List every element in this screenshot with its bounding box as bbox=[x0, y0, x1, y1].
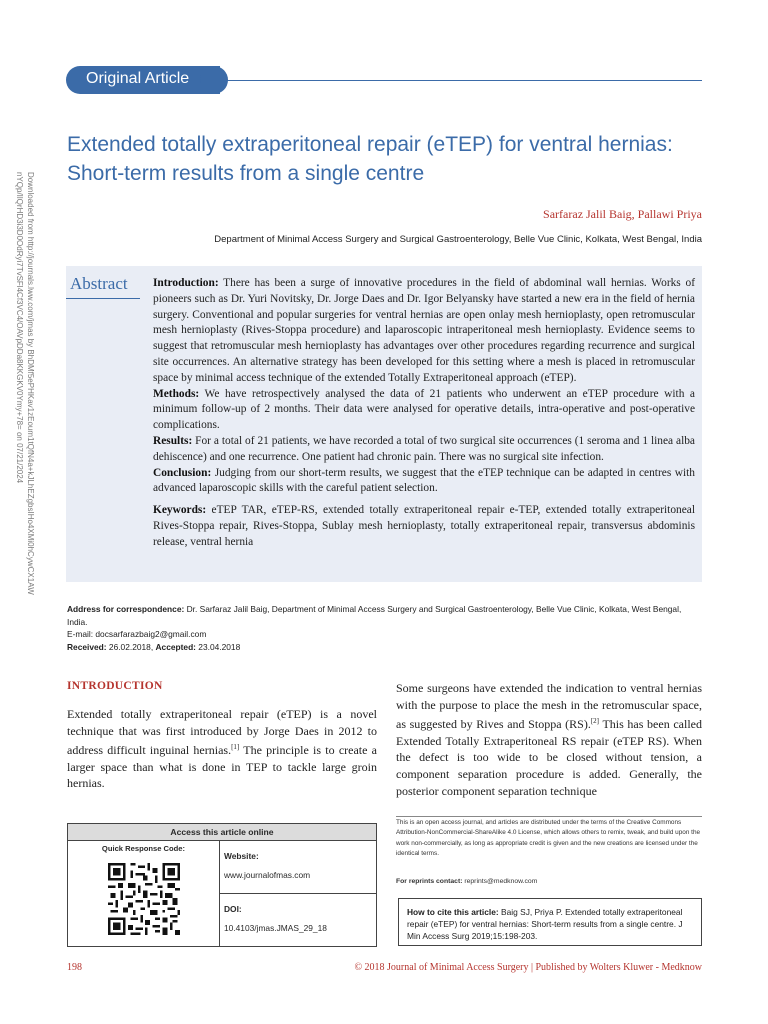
citation-box bbox=[398, 898, 702, 946]
introduction-paragraph-2 bbox=[396, 680, 702, 799]
keywords-label: Keywords: bbox=[153, 504, 207, 517]
header-rule bbox=[222, 80, 702, 81]
abstract-methods-text: We have retrospectively analysed the data of 21 patients who underwent an eTEP procedure with a minimum follow-up of 2 months. Their data were analysed for operative details, intra-operative and post-operative complications. bbox=[153, 387, 695, 432]
side-download-note bbox=[14, 172, 38, 642]
intro-text-c: Some surgeons have extended the indication to ventral hernias with the purpose to place the mesh in the retromuscular space, as suggested by Rives and Stoppa (RS). bbox=[396, 681, 702, 732]
introduction-paragraph-1 bbox=[67, 706, 377, 792]
abstract-conclusion-text: Judging from our short-term results, we suggest that the eTEP technique can be adapted in centres with advanced laparoscopic skills with the careful patient selection. bbox=[153, 466, 695, 495]
accepted-value: 23.04.2018 bbox=[195, 641, 241, 652]
received-value: 26.02.2018, bbox=[106, 641, 156, 652]
correspondence-email[interactable]: E-mail: docsarfarazbaig2@gmail.com bbox=[67, 629, 207, 639]
abstract-results-label: Results: bbox=[153, 434, 193, 447]
reprints-contact bbox=[396, 878, 537, 885]
intro-text-b: The principle is to create a larger space than what is done in TEP to tackle large groin hernias. bbox=[67, 743, 378, 791]
introduction-heading: INTRODUCTION bbox=[67, 680, 163, 692]
reference-2[interactable]: [2] bbox=[590, 717, 600, 726]
doi-cell bbox=[220, 894, 376, 946]
website-label: Website: bbox=[224, 851, 259, 861]
correspondence-address bbox=[67, 603, 703, 628]
abstract-methods bbox=[153, 387, 695, 434]
abstract-conclusion bbox=[153, 466, 695, 498]
reprints-label: For reprints contact: bbox=[396, 878, 463, 885]
qr-cell bbox=[68, 841, 220, 946]
abstract-results bbox=[153, 434, 695, 466]
intro-text-d: This has been called Extended Totally Extraperitoneal RS repair (eTEP RS). When the defect is too wide to be closed without tension, a component separation procedure is added. Generally, the posterior component separation technique bbox=[396, 717, 702, 798]
abstract-methods-label: Methods: bbox=[153, 387, 200, 400]
citation-label: How to cite this article: bbox=[407, 907, 499, 917]
abstract-intro-label: Introduction: bbox=[153, 277, 219, 289]
abstract-introduction bbox=[153, 276, 695, 387]
correspondence-label: Address for correspondence: bbox=[67, 604, 185, 614]
qr-code-icon[interactable] bbox=[108, 863, 180, 935]
side-note-line-2: nYQp/IlQrHD3i3D0OdRyi7TvSFl4Cf3VC4/OAVpDDa8KKGKV0Ymy+78= on 07/21/2024 bbox=[15, 172, 24, 484]
accepted-label: Accepted: bbox=[155, 641, 196, 652]
reprints-email[interactable]: reprints@medknow.com bbox=[462, 878, 538, 885]
abstract-rule bbox=[66, 298, 140, 299]
article-title: Extended totally extraperitoneal repair (eTEP) for ventral hernias: Short-term results from a single centre bbox=[67, 133, 673, 185]
abstract-body bbox=[153, 276, 695, 551]
license-text: This is an open access journal, and articles are distributed under the terms of the Creative Commons Attribution-NonCommercial-ShareAlike 4.0 License, which allows others to remix, tweak, and build upon the work non-commercially, as long as appropriate credit is given and the new creations are licensed under the identical terms. bbox=[396, 819, 701, 858]
doi-link[interactable]: 10.4103/jmas.JMAS_29_18 bbox=[224, 923, 327, 933]
received-accepted-dates bbox=[67, 641, 703, 654]
body-column-left bbox=[67, 680, 377, 792]
reference-1[interactable]: [1] bbox=[231, 743, 240, 752]
side-note-line-1: Downloaded from http://journals.lww.com/jmas by BhDMf5ePHKav1zEoum1tQfN4a+kJLhEZgbsIHo4XMi0hCywCX1AW bbox=[26, 172, 35, 595]
intro-text-a: Extended totally extraperitoneal repair (eTEP) is a novel technique that was first introduced by Jorge Daes in 2012 to address difficult inguinal hernias. bbox=[67, 707, 377, 758]
page-number: 198 bbox=[67, 962, 82, 973]
access-box-heading: Access this article online bbox=[68, 824, 376, 841]
keywords-text: eTEP TAR, eTEP-RS, extended totally extraperitoneal repair e-TEP, extended totally extraperitoneal Rives-Stoppa repair, Rives-Stoppa, Sublay mesh hernioplasty, totally extraperitoneal repair, transversus abdominis release, ventral hernia bbox=[153, 504, 695, 548]
doi-label: DOI: bbox=[224, 904, 242, 914]
license-rule bbox=[396, 816, 702, 817]
website-cell bbox=[220, 841, 376, 894]
abstract-results-text: For a total of 21 patients, we have recorded a total of two surgical site occurrences (1 seroma and 1 linea alba dehiscence) and one recurrence. One patient had chronic pain. There was no surgical site infection. bbox=[153, 434, 695, 463]
qr-label: Quick Response Code: bbox=[101, 844, 186, 853]
abstract-label: Abstract bbox=[70, 274, 128, 293]
journal-footer: © 2018 Journal of Minimal Access Surgery | Published by Wolters Kluwer - Medknow bbox=[354, 962, 702, 973]
article-type-label: Original Article bbox=[86, 70, 190, 87]
website-link[interactable]: www.journalofmas.com bbox=[224, 870, 311, 880]
received-label: Received: bbox=[67, 641, 107, 652]
citation-text: Baig SJ, Priya P. Extended totally extraperitoneal repair (eTEP) for ventral hernias: Short-term results from a single centre. J Min Access Surg 2019;15:198-203. bbox=[407, 907, 683, 941]
correspondence-text: Dr. Sarfaraz Jalil Baig, Department of Minimal Access Surgery and Surgical Gastroenterology, Belle Vue Clinic, Kolkata, West Bengal, India. bbox=[67, 604, 682, 627]
access-article-box bbox=[67, 823, 377, 947]
abstract-conclusion-label: Conclusion: bbox=[153, 466, 212, 479]
body-column-right bbox=[396, 680, 702, 799]
correspondence-block bbox=[67, 603, 703, 653]
abstract-intro-text: There has been a surge of innovative procedures in the field of abdominal wall hernias. Works of pioneers such as Dr. Yuri Novitsky, Dr. Jorge Daes and Dr. Igor Belyansky have started a new era in the field of hernia surgery. Conventional and popular surgeries for ventral hernias are open onlay mesh hernioplasty, open retromuscular mesh hernioplasty (Rives-Stoppa procedure) and laparoscopic intraperitoneal mesh hernioplasty. Evidence seems to suggest that retromuscular mesh hernioplasty has advantages over other procedures regarding recurrence and surgical site occurrences. An alternative strategy has been developed for this setting where a mesh is placed in retromuscular space by minimal access technique of the extended Totally Extraperitoneal approach (eTEP). bbox=[153, 277, 695, 384]
abstract-keywords bbox=[153, 503, 695, 550]
author-affiliation: Department of Minimal Access Surgery and Surgical Gastroenterology, Belle Vue Clinic, Kolkata, West Bengal, India bbox=[214, 234, 702, 245]
article-authors: Sarfaraz Jalil Baig, Pallawi Priya bbox=[543, 207, 702, 221]
